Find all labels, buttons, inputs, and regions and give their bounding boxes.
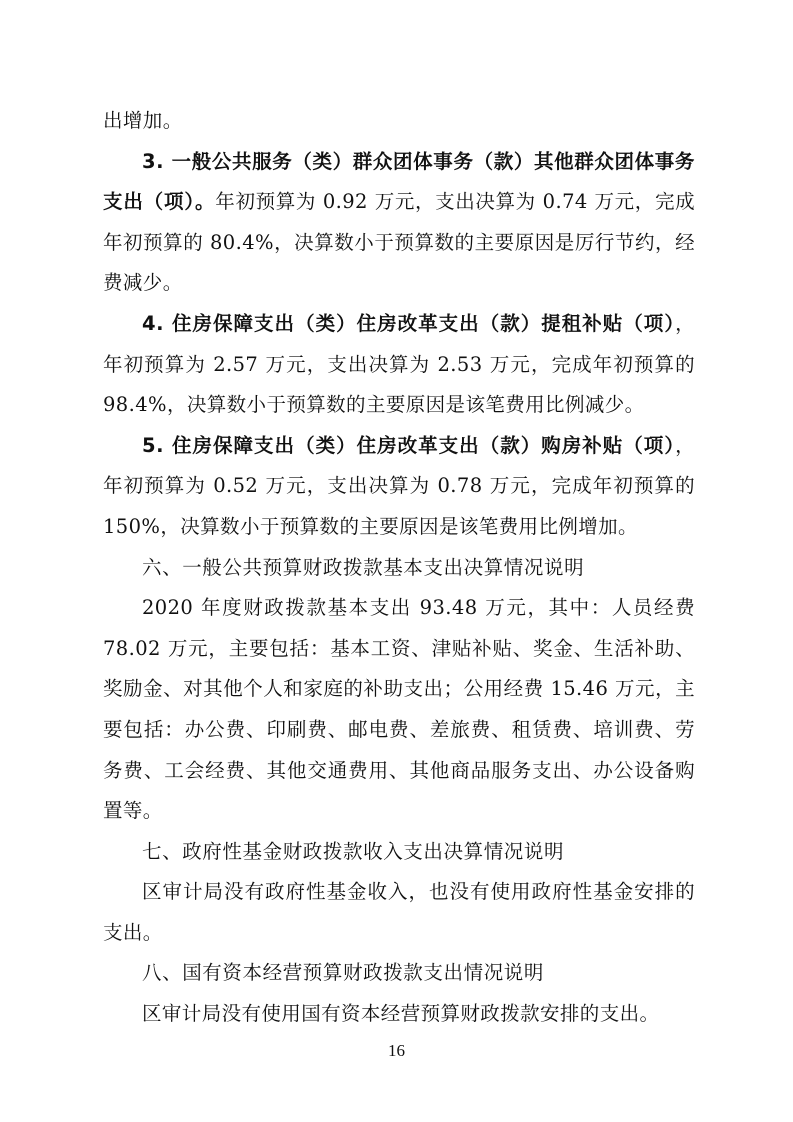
paragraph-item-4 — [103, 304, 695, 426]
paragraph-text: 区审计局没有政府性基金收入，也没有使用政府性基金安排的支出。 — [103, 880, 695, 944]
document-body — [103, 101, 695, 1035]
paragraph-continuation — [103, 101, 695, 142]
section-heading-6: 六、一般公共预算财政拨款基本支出决算情况说明 — [142, 555, 585, 579]
paragraph-item-3 — [103, 142, 695, 304]
section-heading-7: 七、政府性基金财政拨款收入支出决算情况说明 — [142, 839, 565, 863]
paragraph-state-capital — [103, 994, 695, 1035]
item-4-text: ，年初预算为 2.57 万元，支出决算为 2.53 万元，完成年初预算的 98.4%，决算数小于预算数的主要原因是该笔费用比例减少。 — [103, 311, 695, 417]
item-5-text: ，年初预算为 0.52 万元，支出决算为 0.78 万元，完成年初预算的 150%，决算数小于预算数的主要原因是该笔费用比例增加。 — [103, 433, 695, 538]
paragraph-item-5 — [103, 426, 695, 548]
paragraph-text: 2020 年度财政拨款基本支出 93.48 万元，其中：人员经费 78.02 万元，主要包括：基本工资、津贴补贴、奖金、生活补助、奖励金、对其他个人和家庭的补助支出；公用经费 15.46 万元，主要包括：办公费、印刷费、邮电费、差旅费、租赁费、培训费、劳务费、工会经费、其他交通费用、其他商品服务支出、办公设备购置等。 — [103, 596, 695, 823]
paragraph-text: 区审计局没有使用国有资本经营预算财政拨款安排的支出。 — [142, 1002, 660, 1026]
page-number: 16 — [388, 1041, 405, 1060]
paragraph-government-fund — [103, 872, 695, 953]
item-4-title: 4. 住房保障支出（类）住房改革支出（款）提租补贴（项） — [142, 311, 676, 335]
paragraph-basic-expenditure — [103, 588, 695, 832]
section-heading-8: 八、国有资本经营预算财政拨款支出情况说明 — [142, 961, 545, 985]
paragraph-text: 出增加。 — [103, 109, 183, 132]
item-5-title: 5. 住房保障支出（类）住房改革支出（款）购房补贴（项） — [142, 433, 676, 457]
item-3-title: 3. 一般公共服务（类）群众团体事务（款）其他群众团体事务支出（项）。 — [103, 149, 695, 214]
item-3-text: 年初预算为 0.92 万元，支出决算为 0.74 万元，完成年初预算的 80.4%，决算数小于预算数的主要原因是厉行节约，经费减少。 — [103, 190, 695, 295]
